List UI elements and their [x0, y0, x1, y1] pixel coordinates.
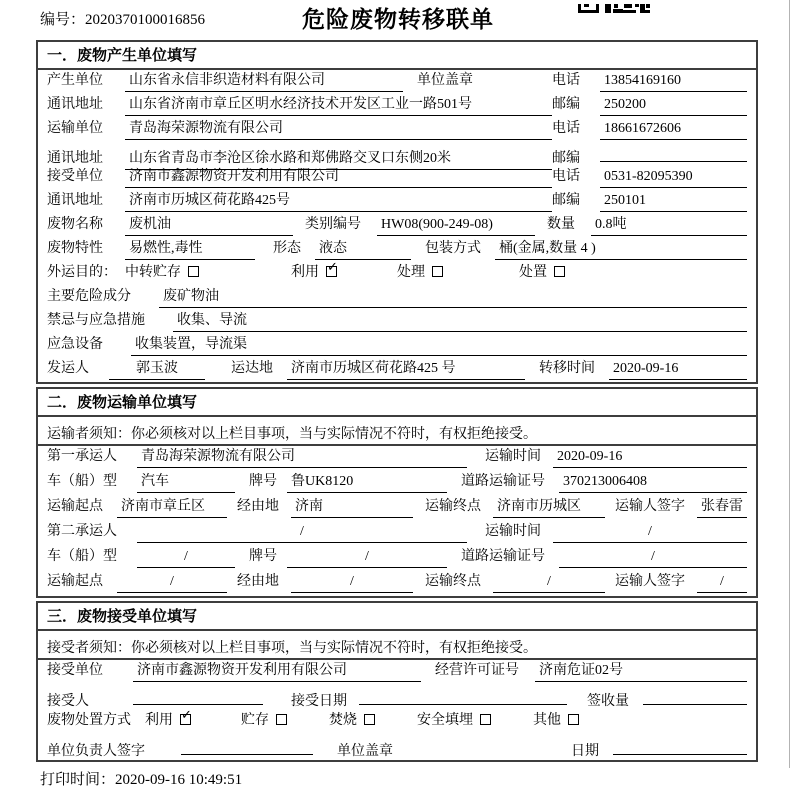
address-label: 通讯地址: [47, 151, 103, 166]
transfer-time-value: 2020-09-16: [609, 358, 747, 380]
page-title: 危险废物转移联单: [302, 6, 494, 32]
category-value: HW08(900-249-08): [377, 214, 535, 236]
quantity-value: 0.8吨: [591, 214, 747, 236]
row-vehicle1: [38, 471, 756, 496]
receiver-phone-value: 0531-82095390: [600, 166, 747, 188]
zip-label: 邮编: [552, 193, 580, 208]
origin1-label: 运输起点: [47, 499, 103, 514]
checkbox-disposal-incinerate: [364, 714, 375, 725]
phone-label: 电话: [552, 121, 580, 136]
producer-zip-value: 250200: [600, 94, 747, 116]
origin1-value: 济南市章丘区: [117, 496, 227, 518]
category-label: 类别编号: [305, 217, 361, 232]
row-emergency-equipment: [38, 334, 756, 358]
origin2-value: /: [117, 571, 227, 593]
traits-value: 易燃性,毒性: [125, 238, 255, 260]
carrier1-label: 第一承运人: [47, 449, 117, 464]
purpose-label: 外运目的：: [47, 265, 117, 280]
row-producer-address: [38, 94, 756, 118]
vehicle2-value: /: [137, 546, 235, 568]
form-value: 液态: [315, 238, 411, 260]
emergency-equipment-label: 应急设备: [47, 337, 103, 352]
form-label: 形态: [273, 241, 301, 256]
section2-header: 二．废物运输单位填写: [38, 389, 756, 417]
signature2-label: 运输人签字: [615, 574, 685, 589]
zip-label: 邮编: [552, 97, 580, 112]
responsible-sign-label: 单位负责人签字: [47, 744, 145, 759]
disposal-option-utilize: 利用 ✓: [145, 708, 192, 728]
signature1-value: 张春雷: [697, 496, 747, 518]
disposal-option-landfill: 安全填埋: [417, 710, 491, 731]
section-receiver: [36, 601, 758, 762]
section-producer: [36, 40, 758, 384]
producer-label: 产生单位: [47, 73, 103, 88]
permit-label: 经营许可证号: [435, 663, 519, 678]
transfer-time-label: 转移时间: [539, 361, 595, 376]
qr-code-fragment: [578, 0, 650, 18]
receive-unit-label: 接受单位: [47, 663, 103, 678]
purpose-option-utilize: 利用 ✓: [291, 260, 338, 280]
document-header: [0, 0, 796, 40]
end2-label: 运输终点: [425, 574, 481, 589]
section-transporter: [36, 387, 758, 598]
emergency-equipment-value: 收集装置，导流渠: [131, 334, 747, 356]
transport-time2-label: 运输时间: [485, 524, 541, 539]
disposal-label: 废物处置方式: [47, 713, 131, 728]
disposal-option-other: 其他: [533, 710, 579, 731]
row-producer: [38, 70, 756, 94]
disposal-option-store: 贮存: [241, 710, 287, 731]
receive-unit-value: 济南市鑫源物资开发利用有限公司: [133, 660, 421, 682]
accept-date-label: 接受日期: [291, 694, 347, 709]
doc-number-value: 2020370100016856: [85, 12, 206, 28]
emergency-measures-label: 禁忌与应急措施: [47, 313, 145, 328]
purpose-option-treat: 处理: [397, 262, 443, 283]
checkbox-dispose: [554, 266, 565, 277]
checkbox-disposal-store: [276, 714, 287, 725]
transporter-notice: 运输者须知：你必须核对以上栏目事项，当与实际情况不符时，有权拒绝接受。: [38, 417, 756, 446]
row-vehicle2: [38, 546, 756, 571]
plate1-value: 鲁UK8120: [287, 471, 447, 493]
plate2-label: 牌号: [249, 549, 277, 564]
end2-value: /: [493, 571, 605, 593]
via2-value: /: [291, 571, 413, 593]
carrier1-value: 青岛海荣源物流有限公司: [137, 446, 467, 468]
plate2-value: /: [287, 546, 447, 568]
transport-time1-label: 运输时间: [485, 449, 541, 464]
checkbox-utilize: ✓: [327, 260, 338, 275]
transport-time2-value: /: [553, 521, 747, 543]
row-route2: [38, 571, 756, 596]
responsible-sign-value: [181, 735, 313, 755]
address-label: 通讯地址: [47, 193, 103, 208]
carrier2-value: /: [137, 521, 467, 543]
signature2-value: /: [697, 571, 747, 593]
receiver-address-value: 济南市历城区荷花路425号: [125, 190, 552, 212]
packaging-label: 包装方式: [425, 241, 481, 256]
print-time-label: 打印时间：: [40, 772, 116, 788]
via2-label: 经由地: [237, 574, 279, 589]
phone-label: 电话: [552, 169, 580, 184]
end1-value: 济南市历城区: [493, 496, 605, 518]
acceptor-value: [133, 685, 263, 705]
end1-label: 运输终点: [425, 499, 481, 514]
consignor-value: 郭玉波: [109, 358, 205, 380]
address-label: 通讯地址: [47, 97, 103, 112]
doc-number-label: 编号：: [40, 12, 86, 28]
received-qty-label: 签收量: [587, 694, 629, 709]
row-transporter: [38, 118, 756, 142]
transporter-label: 运输单位: [47, 121, 103, 136]
accept-date-value: [359, 685, 567, 705]
vehicle1-label: 车（船）型: [47, 474, 117, 489]
row-transporter-address: [38, 142, 756, 166]
license2-label: 道路运输证号: [461, 549, 545, 564]
destination-label: 运达地: [231, 361, 273, 376]
phone-label: 电话: [552, 73, 580, 88]
unit-seal-label: 单位盖章: [337, 744, 393, 759]
row-emergency-measures: [38, 310, 756, 334]
plate1-label: 牌号: [249, 474, 277, 489]
transporter-address-value: 山东省青岛市李沧区徐水路和郑佛路交叉口东侧20米: [125, 148, 552, 170]
carrier2-label: 第二承运人: [47, 524, 117, 539]
producer-address-value: 山东省济南市章丘区明水经济技术开发区工业一路501号: [125, 94, 552, 116]
permit-value: 济南危证02号: [535, 660, 747, 682]
purpose-option-transfer-storage: 中转贮存: [125, 262, 199, 283]
page-right-edge-line: [789, 0, 790, 768]
date-value: [613, 735, 747, 755]
origin2-label: 运输起点: [47, 574, 103, 589]
consignor-label: 发运人: [47, 361, 89, 376]
checkbox-disposal-other: [568, 714, 579, 725]
row-receive-unit: [38, 660, 756, 685]
row-transport-purpose: [38, 262, 756, 286]
vehicle2-label: 车（船）型: [47, 549, 117, 564]
via1-value: 济南: [291, 496, 413, 518]
transporter-value: 青岛海荣源物流有限公司: [125, 118, 552, 140]
checkbox-transfer-storage: [188, 266, 199, 277]
vehicle1-value: 汽车: [137, 471, 235, 493]
transporter-phone-value: 18661672606: [600, 118, 747, 140]
checkbox-disposal-landfill: [480, 714, 491, 725]
row-acceptor: [38, 685, 756, 710]
row-waste-traits: [38, 238, 756, 262]
section1-header: 一．废物产生单位填写: [38, 42, 756, 70]
row-hazard-components: [38, 286, 756, 310]
quantity-label: 数量: [547, 217, 575, 232]
purpose-option-dispose: 处置: [519, 262, 565, 283]
signature1-label: 运输人签字: [615, 499, 685, 514]
date-label: 日期: [571, 744, 599, 759]
receiver-zip-value: 250101: [600, 190, 747, 212]
disposal-option-incinerate: 焚烧: [329, 710, 375, 731]
receiver-value: 济南市鑫源物资开发利用有限公司: [125, 166, 552, 188]
acceptor-label: 接受人: [47, 694, 89, 709]
waste-name-label: 废物名称: [47, 217, 103, 232]
section3-header: 三．废物接受单位填写: [38, 603, 756, 631]
print-time-value: 2020-09-16 10:49:51: [115, 772, 243, 788]
checkbox-treat: [432, 266, 443, 277]
traits-label: 废物特性: [47, 241, 103, 256]
emergency-measures-value: 收集、导流: [173, 310, 747, 332]
checkbox-disposal-utilize: ✓: [181, 708, 192, 723]
row-carrier1: [38, 446, 756, 471]
row-receiver-address: [38, 190, 756, 214]
row-carrier2: [38, 521, 756, 546]
hazard-value: 废矿物油: [159, 286, 747, 308]
zip-label: 邮编: [552, 151, 580, 166]
via1-label: 经由地: [237, 499, 279, 514]
hazard-label: 主要危险成分: [47, 289, 131, 304]
packaging-value: 桶(金属,数量 4 ): [495, 238, 747, 260]
transporter-zip-value: [600, 142, 747, 162]
row-waste-name: [38, 214, 756, 238]
waste-name-value: 废机油: [125, 214, 293, 236]
license2-value: /: [559, 546, 747, 568]
row-disposal-method: [38, 710, 756, 735]
destination-value: 济南市历城区荷花路425 号: [287, 358, 525, 380]
transport-time1-value: 2020-09-16: [553, 446, 747, 468]
receiver-label: 接受单位: [47, 169, 103, 184]
print-time: [0, 768, 796, 789]
row-consignor: [38, 358, 756, 382]
license1-label: 道路运输证号: [461, 474, 545, 489]
license1-value: 370213006408: [559, 471, 747, 493]
receiver-notice: 接受者须知：你必须核对以上栏目事项，当与实际情况不符时，有权拒绝接受。: [38, 631, 756, 660]
row-route1: [38, 496, 756, 521]
row-responsible-sign: [38, 735, 756, 760]
seal-label: 单位盖章: [417, 73, 473, 88]
producer-value: 山东省永信非织造材料有限公司: [125, 70, 403, 92]
received-qty-value: [643, 685, 747, 705]
producer-phone-value: 13854169160: [600, 70, 747, 92]
row-receiver: [38, 166, 756, 190]
